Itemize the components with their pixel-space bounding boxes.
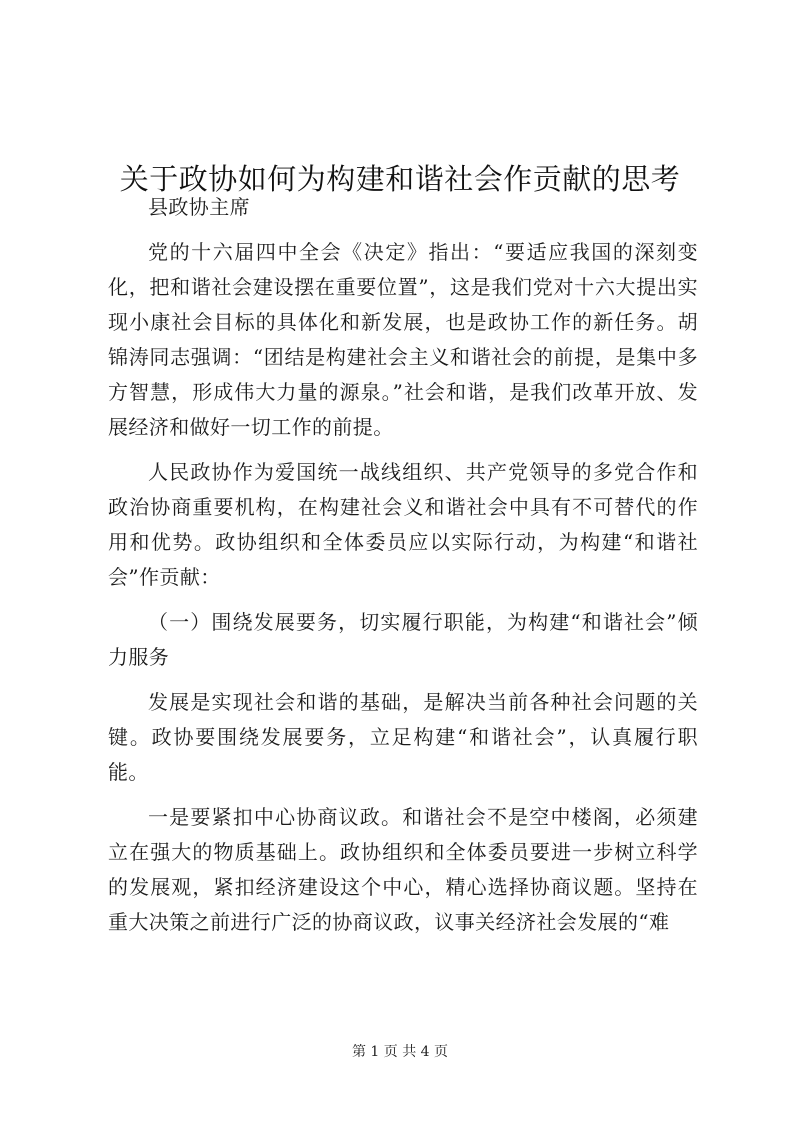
page-footer: 第 1 页 共 4 页: [351, 1044, 449, 1060]
paragraph-development: 发展是实现社会和谐的基础，是解决当前各种社会问题的关键。政协要围绕发展要务，立足构建“和谐社会”，认真履行职能。: [108, 690, 698, 784]
section-heading-1: （一）围绕发展要务，切实履行职能，为构建“和谐社会”倾力服务: [108, 610, 698, 669]
paragraph-cppcc-role: 人民政协作为爱国统一战线组织、共产党领导的多党合作和政治协商重要机构，在构建社会义和谐社会中具有不可替代的作用和优势。政协组织和全体委员应以实际行动，为构建“和谐社会”作贡献：: [108, 460, 698, 589]
paragraph-intro: 党的十六届四中全会《决定》指出：“要适应我国的深刻变化，把和谐社会建设摆在重要位置”，这是我们党对十六大提出实现小康社会目标的具体化和新发展，也是政协工作的新任务。胡锦涛同志强调：“团结是构建社会主义和谐社会的前提，是集中多方智慧，形成伟大力量的源泉。”社会和谐，是我们改革开放、发展经济和做好一切工作的前提。: [108, 240, 698, 439]
document-body: [108, 190, 698, 940]
paragraph-point-one: 一是要紧扣中心协商议政。和谐社会不是空中楼阁，必须建立在强大的物质基础上。政协组织和全体委员要进一步树立科学的发展观，紧扣经济建设这个中心，精心选择协商议题。坚持在重大决策之前进行广泛的协商议政，议事关经济社会发展的“难: [108, 805, 698, 934]
document-title: 关于政协如何为构建和谐社会作贡献的思考: [119, 162, 681, 197]
author-line: 县政协主席: [148, 195, 250, 219]
